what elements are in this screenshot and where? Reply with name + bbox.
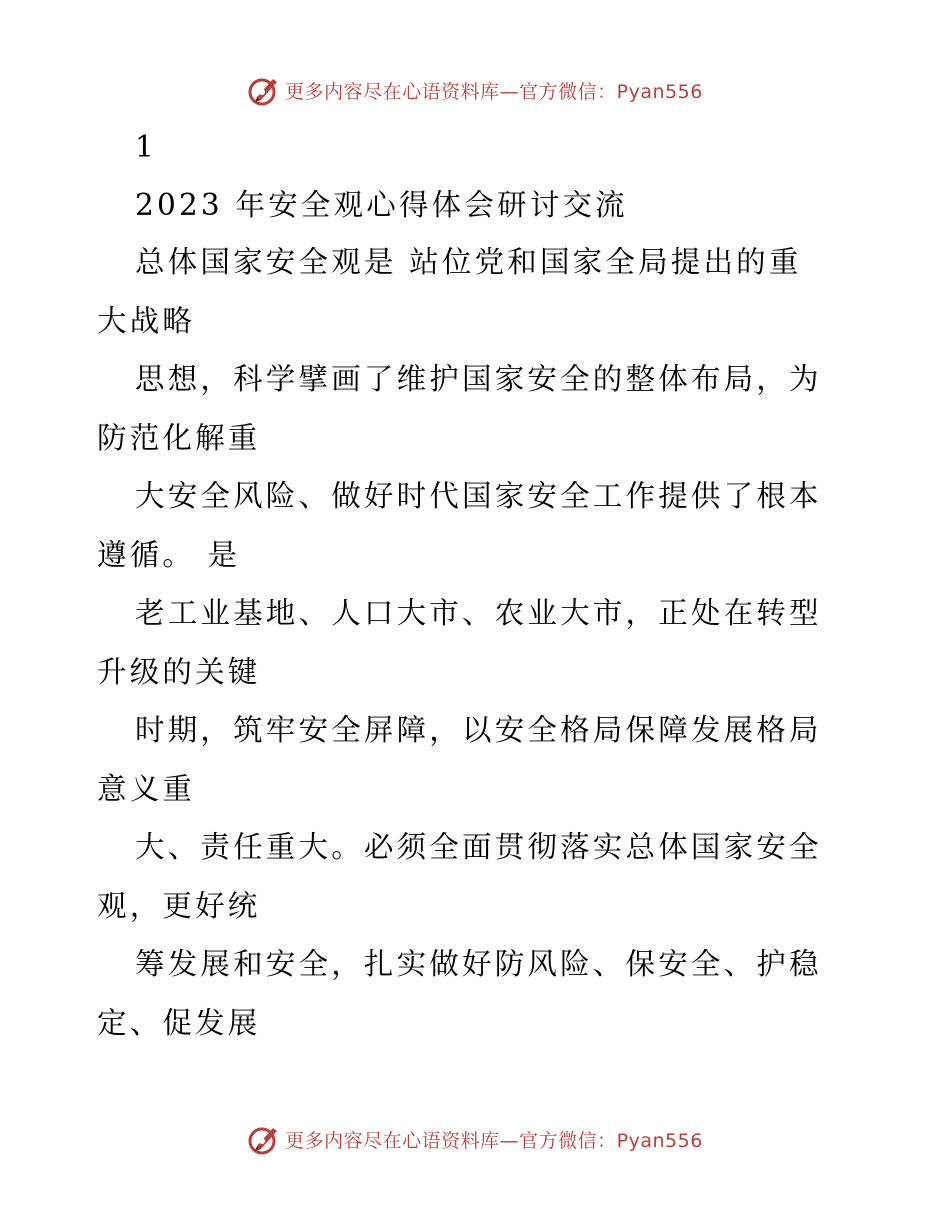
header-watermark [0,70,950,110]
text-line: 大战略 [97,303,196,338]
pen-logo-icon [247,73,281,107]
document-title: 2023 年安全观心得体会研讨交流 [135,188,628,222]
text-line: 定、促发展 [97,1005,261,1040]
text-line: 老工业基地、人口大市、农业大市，正处在转型 [135,596,822,630]
text-line: 大安全风险、做好时代国家安全工作提供了根本 [135,479,822,513]
text-line: 升级的关键 [97,654,261,689]
text-line: 遵循。 是 [97,537,241,572]
footer-watermark [0,1119,950,1159]
watermark-text: 更多内容尽在心语资料库—官方微信：Pyan556 [285,80,703,103]
text-line: 时期，筑牢安全屏障，以安全格局保障发展格局 [135,713,822,747]
text-line: 观，更好统 [97,888,261,923]
pen-logo-icon [247,1122,281,1156]
watermark-text: 更多内容尽在心语资料库—官方微信：Pyan556 [285,1129,703,1152]
text-line: 意义重 [97,771,196,806]
text-line: 大、责任重大。必须全面贯彻落实总体国家安全 [135,830,822,864]
text-line: 防范化解重 [97,420,261,455]
text-line: 思想，科学擘画了维护国家安全的整体布局，为 [135,362,822,396]
text-line: 总体国家安全观是 站位党和国家全局提出的重 [135,245,802,279]
page-number: 1 [135,130,157,164]
text-line: 筹发展和安全，扎实做好防风险、保安全、护稳 [135,947,822,981]
